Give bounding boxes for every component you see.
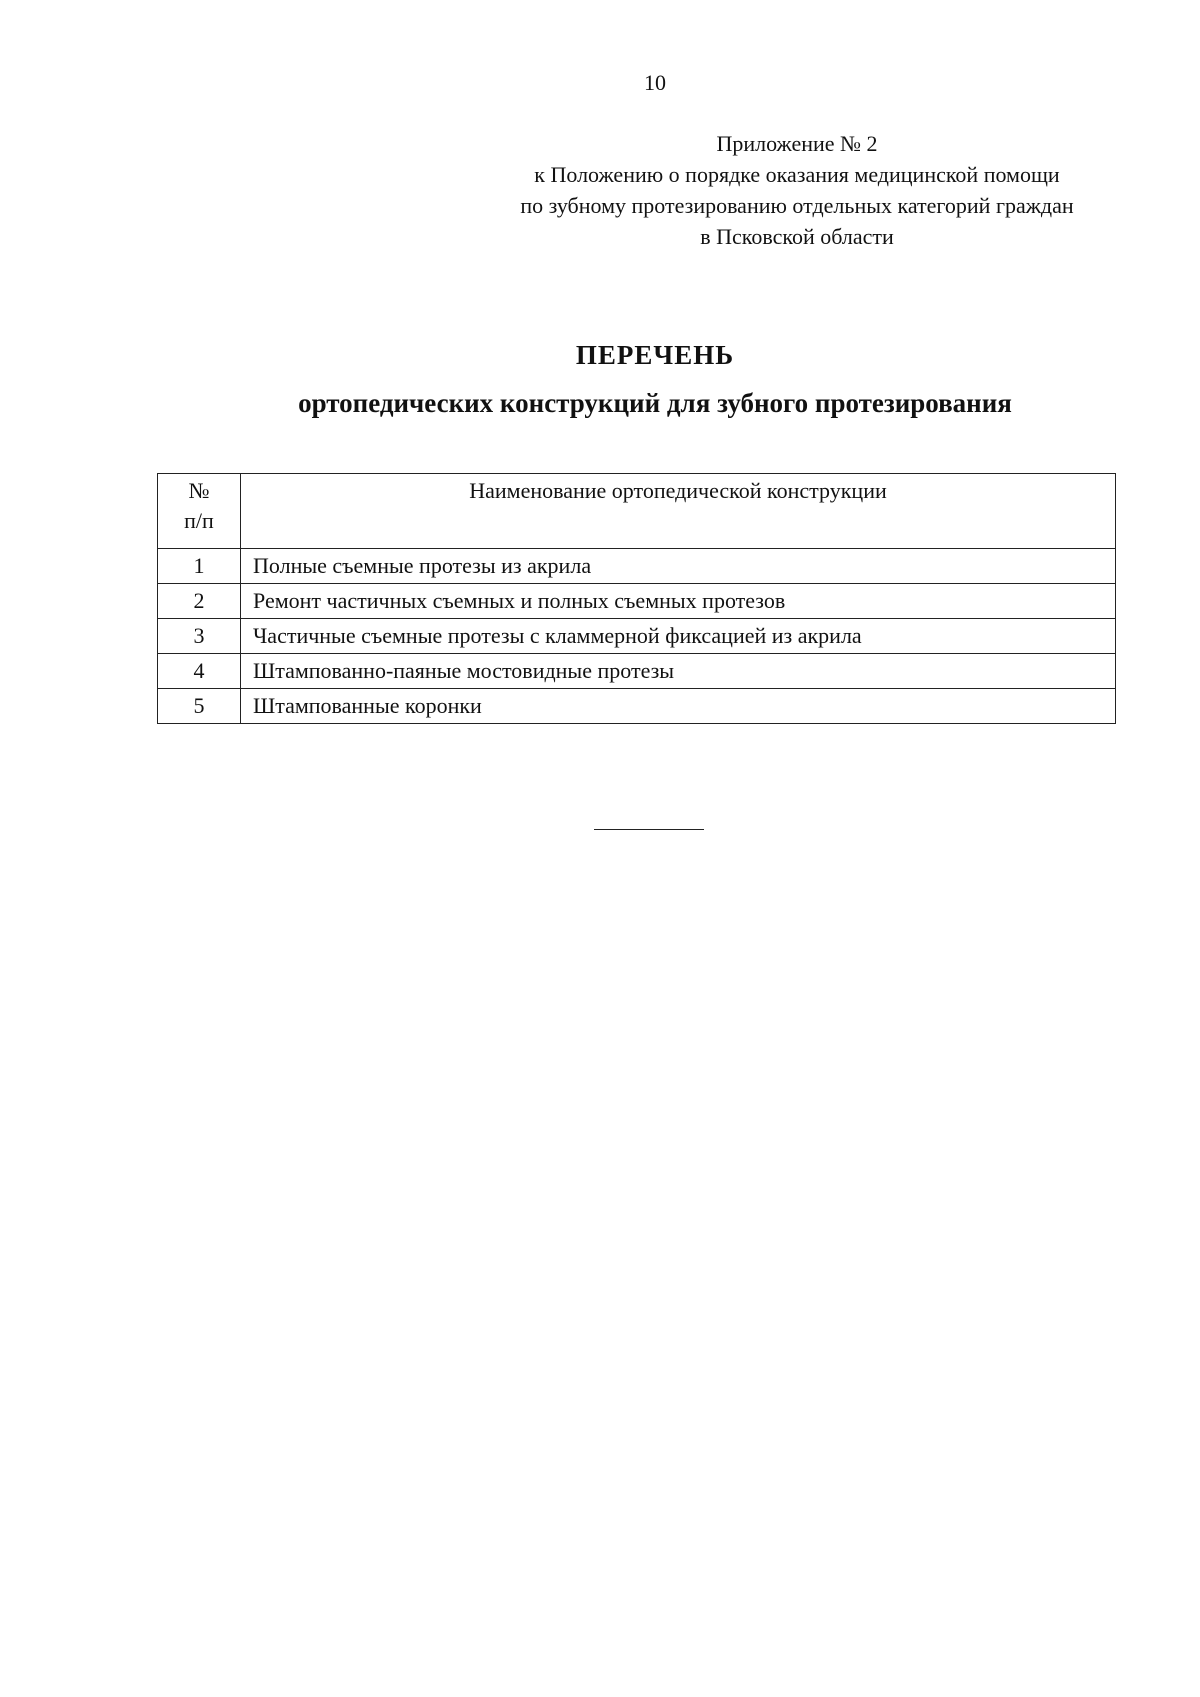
table-row <box>158 689 1116 724</box>
table-row <box>158 549 1116 584</box>
appendix-reference <box>486 128 1108 252</box>
appendix-line-3: по зубному протезированию отдельных категорий граждан <box>520 193 1074 218</box>
row-name: Частичные съемные протезы с кламмерной фиксацией из акрила <box>241 619 1116 654</box>
appendix-line-1: Приложение № 2 <box>716 131 878 156</box>
header-number-symbol: № <box>188 478 210 503</box>
row-name: Ремонт частичных съемных и полных съемных протезов <box>241 584 1116 619</box>
row-number: 2 <box>158 584 241 619</box>
row-number: 3 <box>158 619 241 654</box>
row-number: 1 <box>158 549 241 584</box>
header-number <box>158 474 241 549</box>
document-title: ПЕРЕЧЕНЬ <box>575 340 735 370</box>
row-name: Штампованно-паяные мостовидные протезы <box>241 654 1116 689</box>
header-name: Наименование ортопедической конструкции <box>241 474 1116 549</box>
appendix-line-4: в Псковской области <box>700 224 894 249</box>
appendix-line-2: к Положению о порядке оказания медицинской помощи <box>534 162 1060 187</box>
end-divider <box>594 829 704 830</box>
table-row <box>158 654 1116 689</box>
row-number: 5 <box>158 689 241 724</box>
document-subtitle: ортопедических конструкций для зубного протезирования <box>298 388 1012 418</box>
row-name: Штампованные коронки <box>241 689 1116 724</box>
table-row <box>158 584 1116 619</box>
constructions-table <box>157 473 1116 724</box>
row-name: Полные съемные протезы из акрила <box>241 549 1116 584</box>
table-header-row <box>158 474 1116 549</box>
table-row <box>158 619 1116 654</box>
page-number: 10 <box>644 70 666 95</box>
row-number: 4 <box>158 654 241 689</box>
header-number-abbrev: п/п <box>184 508 214 533</box>
